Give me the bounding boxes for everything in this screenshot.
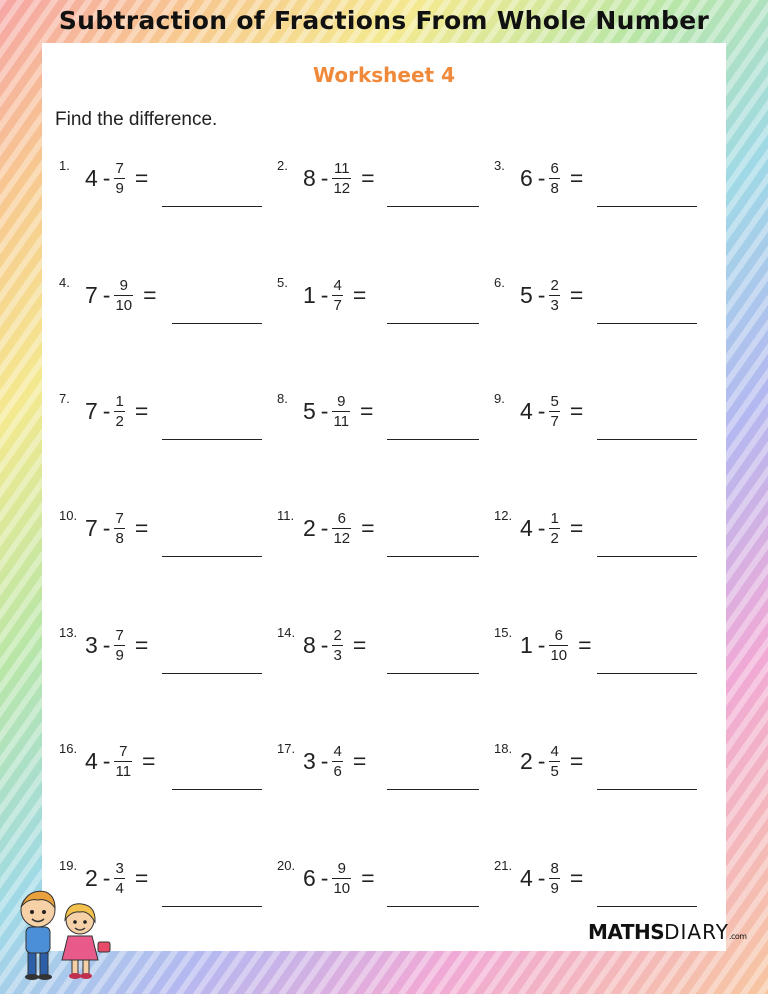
- equals-sign: =: [352, 281, 367, 308]
- answer-blank[interactable]: [597, 556, 697, 557]
- fraction-denominator: 4: [115, 879, 124, 897]
- fraction-numerator: 9: [337, 859, 346, 877]
- problem-item: [494, 389, 724, 439]
- fraction-denominator: 12: [333, 179, 351, 197]
- whole-number: 1: [520, 631, 533, 658]
- minus-sign: -: [537, 514, 546, 541]
- whole-number: 5: [520, 281, 533, 308]
- problem-number: 1.: [59, 158, 70, 173]
- equals-sign: =: [134, 864, 149, 891]
- fraction-denominator: 9: [115, 179, 124, 197]
- fraction-denominator: 5: [550, 762, 559, 780]
- problem-item: [59, 273, 289, 323]
- fraction: [114, 860, 124, 897]
- fraction-bar: [332, 528, 351, 529]
- fraction: [549, 627, 568, 664]
- fraction-denominator: 7: [550, 412, 559, 430]
- fraction-denominator: 2: [550, 529, 559, 547]
- fraction: [332, 160, 351, 197]
- problem-item: [494, 156, 724, 206]
- problem-number: 12.: [494, 508, 513, 523]
- fraction-numerator: 4: [333, 742, 342, 760]
- answer-blank[interactable]: [597, 906, 697, 907]
- problem-number: 10.: [59, 508, 78, 523]
- minus-sign: -: [102, 281, 111, 308]
- problem-number: 4.: [59, 275, 70, 290]
- equals-sign: =: [134, 631, 149, 658]
- fraction-expression: [303, 739, 366, 783]
- fraction-bar: [549, 295, 559, 296]
- fraction: [549, 160, 559, 197]
- whole-number: 4: [85, 164, 98, 191]
- equals-sign: =: [134, 164, 149, 191]
- fraction-denominator: 3: [550, 296, 559, 314]
- answer-blank[interactable]: [162, 439, 262, 440]
- minus-sign: -: [537, 631, 546, 658]
- answer-blank[interactable]: [162, 556, 262, 557]
- fraction-bar: [114, 761, 132, 762]
- fraction-bar: [549, 761, 559, 762]
- fraction-bar: [114, 411, 124, 412]
- fraction-expression: [520, 506, 583, 550]
- equals-sign: =: [361, 514, 375, 541]
- instruction-text: Find the difference.: [55, 109, 218, 130]
- fraction-expression: [303, 856, 375, 900]
- whole-number: 1: [303, 281, 316, 308]
- fraction-bar: [332, 295, 342, 296]
- fraction-denominator: 10: [333, 879, 351, 897]
- fraction-expression: [520, 739, 583, 783]
- whole-number: 4: [520, 514, 533, 541]
- whole-number: 3: [85, 631, 98, 658]
- problem-number: 8.: [277, 391, 288, 406]
- fraction-denominator: 11: [115, 762, 132, 780]
- minus-sign: -: [537, 281, 546, 308]
- fraction: [549, 743, 559, 780]
- kids-mascot-illustration: [8, 880, 112, 984]
- fraction-numerator: 3: [115, 859, 124, 877]
- problem-number: 13.: [59, 625, 78, 640]
- minus-sign: -: [320, 514, 329, 541]
- problem-item: [277, 739, 507, 789]
- fraction-expression: [85, 739, 155, 783]
- fraction-numerator: 11: [334, 159, 350, 177]
- minus-sign: -: [537, 864, 546, 891]
- fraction-expression: [303, 273, 366, 317]
- minus-sign: -: [102, 631, 111, 658]
- problem-number: 15.: [494, 625, 513, 640]
- equals-sign: =: [569, 514, 584, 541]
- answer-blank[interactable]: [387, 206, 479, 207]
- fraction-bar: [549, 411, 559, 412]
- equals-sign: =: [569, 747, 584, 774]
- answer-blank[interactable]: [387, 556, 479, 557]
- fraction-expression: [85, 389, 148, 433]
- problem-item: [494, 273, 724, 323]
- answer-blank[interactable]: [597, 673, 697, 674]
- whole-number: 4: [85, 747, 98, 774]
- fraction-expression: [303, 506, 375, 550]
- answer-blank[interactable]: [387, 439, 479, 440]
- problem-item: [59, 623, 289, 673]
- fraction: [114, 510, 124, 547]
- fraction-bar: [549, 645, 568, 646]
- problem-number: 5.: [277, 275, 288, 290]
- minus-sign: -: [320, 164, 329, 191]
- problem-number: 6.: [494, 275, 505, 290]
- whole-number: 7: [85, 514, 98, 541]
- fraction-numerator: 4: [550, 742, 559, 760]
- fraction-numerator: 6: [550, 159, 559, 177]
- whole-number: 7: [85, 281, 98, 308]
- answer-blank[interactable]: [172, 323, 262, 324]
- problem-number: 11.: [277, 508, 295, 523]
- fraction: [332, 277, 342, 314]
- fraction-expression: [520, 389, 583, 433]
- fraction: [332, 743, 342, 780]
- minus-sign: -: [320, 397, 329, 424]
- equals-sign: =: [569, 281, 584, 308]
- fraction-bar: [114, 528, 124, 529]
- problem-number: 9.: [494, 391, 505, 406]
- fraction-denominator: 11: [333, 412, 350, 430]
- answer-blank[interactable]: [597, 439, 697, 440]
- logo-suffix: .com: [728, 932, 747, 941]
- minus-sign: -: [320, 864, 329, 891]
- fraction-expression: [303, 623, 366, 667]
- equals-sign: =: [134, 397, 149, 424]
- fraction-numerator: 2: [550, 276, 559, 294]
- problem-number: 7.: [59, 391, 70, 406]
- fraction-bar: [332, 411, 350, 412]
- fraction-bar: [549, 528, 559, 529]
- equals-sign: =: [134, 514, 149, 541]
- answer-blank[interactable]: [387, 906, 479, 907]
- fraction-denominator: 9: [115, 646, 124, 664]
- fraction-bar: [114, 295, 133, 296]
- answer-blank[interactable]: [387, 789, 479, 790]
- equals-sign: =: [569, 164, 584, 191]
- whole-number: 6: [520, 164, 533, 191]
- problem-number: 21.: [494, 858, 513, 873]
- minus-sign: -: [320, 631, 329, 658]
- problem-number: 2.: [277, 158, 288, 173]
- fraction-denominator: 7: [333, 296, 342, 314]
- fraction-denominator: 9: [550, 879, 559, 897]
- fraction-numerator: 7: [119, 742, 128, 760]
- problem-item: [277, 506, 507, 556]
- fraction-denominator: 10: [115, 296, 133, 314]
- problem-item: [277, 156, 507, 206]
- whole-number: 5: [303, 397, 316, 424]
- fraction-expression: [85, 273, 157, 317]
- fraction: [549, 510, 559, 547]
- problem-item: [59, 389, 289, 439]
- fraction: [114, 277, 133, 314]
- minus-sign: -: [537, 747, 546, 774]
- problem-number: 20.: [277, 858, 296, 873]
- fraction-bar: [549, 878, 559, 879]
- fraction-bar: [332, 178, 351, 179]
- fraction: [114, 743, 132, 780]
- problem-number: 3.: [494, 158, 505, 173]
- fraction-numerator: 6: [554, 626, 563, 644]
- whole-number: 4: [520, 397, 533, 424]
- answer-blank[interactable]: [597, 323, 697, 324]
- fraction-expression: [85, 506, 148, 550]
- equals-sign: =: [361, 864, 375, 891]
- answer-blank[interactable]: [162, 906, 262, 907]
- minus-sign: -: [102, 514, 111, 541]
- fraction-expression: [85, 623, 148, 667]
- fraction-denominator: 10: [550, 646, 568, 664]
- equals-sign: =: [352, 747, 367, 774]
- problem-number: 17.: [277, 741, 296, 756]
- problem-item: [277, 856, 507, 906]
- answer-blank[interactable]: [387, 673, 479, 674]
- problem-item: [494, 739, 724, 789]
- answer-blank[interactable]: [597, 789, 697, 790]
- whole-number: 7: [85, 397, 98, 424]
- problem-number: 19.: [59, 858, 78, 873]
- fraction-numerator: 5: [550, 392, 559, 410]
- problem-number: 18.: [494, 741, 513, 756]
- fraction-bar: [114, 645, 124, 646]
- problem-item: [59, 506, 289, 556]
- fraction-bar: [114, 878, 124, 879]
- problem-item: [277, 273, 507, 323]
- answer-blank[interactable]: [597, 206, 697, 207]
- whole-number: 3: [303, 747, 316, 774]
- fraction: [114, 160, 124, 197]
- whole-number: 2: [85, 864, 98, 891]
- problem-item: [59, 739, 289, 789]
- equals-sign: =: [142, 747, 156, 774]
- fraction-bar: [332, 761, 342, 762]
- fraction-numerator: 1: [550, 509, 559, 527]
- fraction-bar: [549, 178, 559, 179]
- fraction-expression: [520, 623, 592, 667]
- problem-item: [59, 156, 289, 206]
- fraction-expression: [303, 156, 375, 200]
- fraction-bar: [332, 645, 342, 646]
- fraction: [114, 627, 124, 664]
- problem-number: 14.: [277, 625, 296, 640]
- fraction-numerator: 7: [115, 626, 124, 644]
- whole-number: 2: [303, 514, 316, 541]
- whole-number: 4: [520, 864, 533, 891]
- answer-blank[interactable]: [162, 206, 262, 207]
- fraction-numerator: 2: [333, 626, 342, 644]
- fraction-numerator: 9: [337, 392, 346, 410]
- problem-item: [494, 506, 724, 556]
- problem-item: [277, 623, 507, 673]
- fraction-bar: [114, 178, 124, 179]
- answer-blank[interactable]: [387, 323, 479, 324]
- worksheet-title: Subtraction of Fractions From Whole Number: [58, 6, 710, 35]
- fraction-expression: [85, 156, 148, 200]
- brand-logo: [588, 920, 747, 944]
- fraction: [549, 860, 559, 897]
- whole-number: 6: [303, 864, 316, 891]
- worksheet-sheet: [42, 43, 726, 951]
- fraction-denominator: 12: [333, 529, 351, 547]
- fraction: [332, 627, 342, 664]
- fraction: [549, 393, 559, 430]
- fraction: [549, 277, 559, 314]
- minus-sign: -: [102, 747, 111, 774]
- answer-blank[interactable]: [162, 673, 262, 674]
- fraction: [332, 393, 350, 430]
- problem-number: 16.: [59, 741, 78, 756]
- fraction-denominator: 3: [333, 646, 342, 664]
- minus-sign: -: [537, 397, 546, 424]
- fraction-expression: [520, 856, 583, 900]
- fraction-numerator: 4: [333, 276, 342, 294]
- logo-part-diary: DIARY: [664, 920, 729, 944]
- equals-sign: =: [352, 631, 367, 658]
- minus-sign: -: [537, 164, 546, 191]
- minus-sign: -: [102, 864, 111, 891]
- logo-part-maths: MATHS: [588, 920, 665, 944]
- worksheet-subtitle: Worksheet 4: [313, 63, 455, 87]
- fraction-numerator: 7: [115, 159, 124, 177]
- fraction-denominator: 2: [115, 412, 124, 430]
- whole-number: 8: [303, 631, 316, 658]
- fraction-denominator: 8: [115, 529, 124, 547]
- fraction-numerator: 9: [119, 276, 128, 294]
- equals-sign: =: [569, 397, 584, 424]
- fraction-expression: [303, 389, 373, 433]
- equals-sign: =: [361, 164, 375, 191]
- fraction: [332, 510, 351, 547]
- fraction-expression: [520, 273, 583, 317]
- fraction-numerator: 6: [337, 509, 346, 527]
- fraction-denominator: 6: [333, 762, 342, 780]
- minus-sign: -: [320, 281, 329, 308]
- fraction-denominator: 8: [550, 179, 559, 197]
- problem-item: [277, 389, 507, 439]
- answer-blank[interactable]: [172, 789, 262, 790]
- whole-number: 2: [520, 747, 533, 774]
- equals-sign: =: [143, 281, 157, 308]
- minus-sign: -: [102, 164, 111, 191]
- fraction-numerator: 1: [115, 392, 124, 410]
- fraction-bar: [332, 878, 351, 879]
- equals-sign: =: [578, 631, 592, 658]
- equals-sign: =: [360, 397, 374, 424]
- whole-number: 8: [303, 164, 316, 191]
- problem-item: [494, 856, 724, 906]
- fraction-numerator: 8: [550, 859, 559, 877]
- minus-sign: -: [102, 397, 111, 424]
- minus-sign: -: [320, 747, 329, 774]
- fraction: [332, 860, 351, 897]
- equals-sign: =: [569, 864, 584, 891]
- problem-item: [494, 623, 724, 673]
- fraction-expression: [520, 156, 583, 200]
- fraction-numerator: 7: [115, 509, 124, 527]
- fraction: [114, 393, 124, 430]
